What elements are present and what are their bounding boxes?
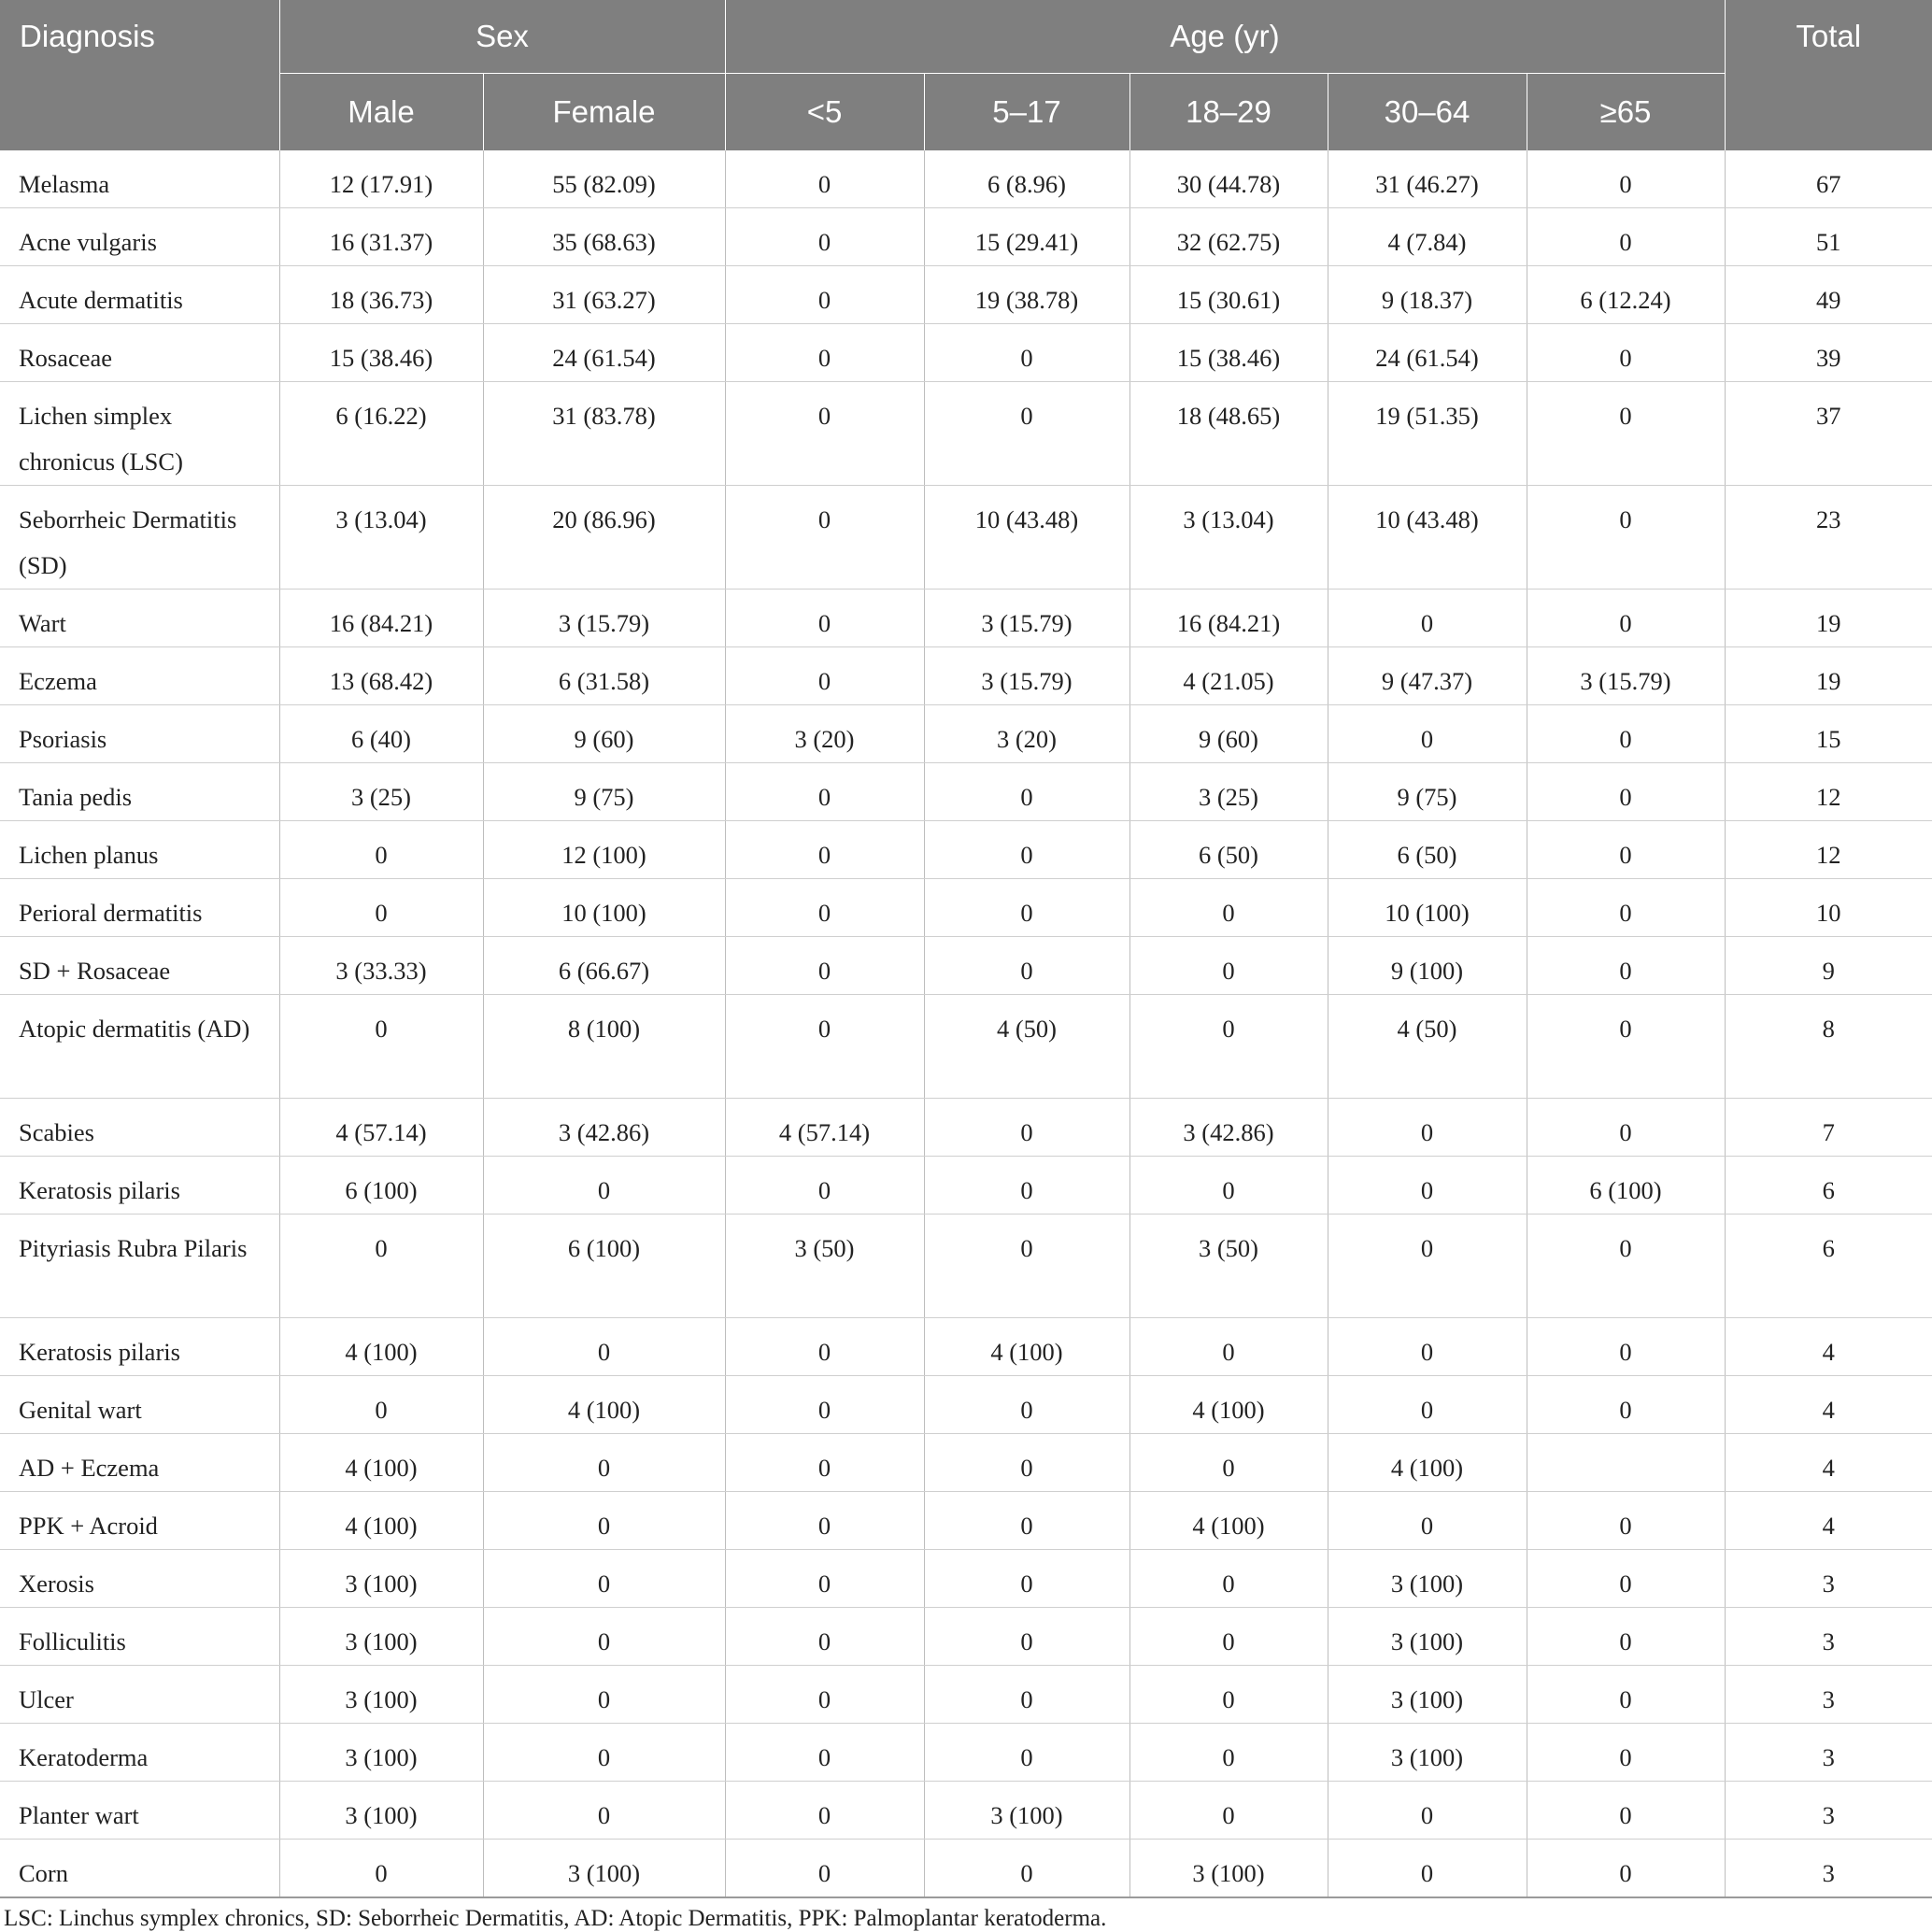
cell-age-lt5: 3 (50)	[725, 1215, 924, 1318]
cell-age-30-64: 0	[1328, 1492, 1527, 1550]
cell-age-ge65: 0	[1527, 995, 1725, 1099]
cell-age-ge65	[1527, 1434, 1725, 1492]
cell-age-5-17: 10 (43.48)	[924, 486, 1129, 590]
cell-age-5-17: 0	[924, 879, 1129, 937]
table-row	[0, 266, 1932, 324]
cell-male: 4 (100)	[279, 1434, 483, 1492]
table-row	[0, 1782, 1932, 1840]
cell-age-lt5: 0	[725, 1608, 924, 1666]
table-footnote: LSC: Linchus symplex chronics, SD: Seborrheic Dermatitis, AD: Atopic Dermatitis, PPK: Palmoplantar keratoderma.	[4, 1906, 1107, 1931]
cell-total: 19	[1725, 647, 1932, 705]
cell-female: 3 (100)	[483, 1840, 725, 1898]
cell-male: 16 (31.37)	[279, 208, 483, 266]
cell-total: 7	[1725, 1099, 1932, 1157]
cell-diagnosis: AD + Eczema	[0, 1434, 279, 1492]
cell-age-ge65: 0	[1527, 1215, 1725, 1318]
cell-total: 3	[1725, 1666, 1932, 1724]
cell-diagnosis: Keratosis pilaris	[0, 1157, 279, 1215]
cell-age-lt5: 0	[725, 590, 924, 647]
cell-age-lt5: 0	[725, 1318, 924, 1376]
cell-age-lt5: 0	[725, 995, 924, 1099]
table-row	[0, 1318, 1932, 1376]
cell-age-ge65: 0	[1527, 1550, 1725, 1608]
cell-total: 19	[1725, 590, 1932, 647]
cell-diagnosis: Keratoderma	[0, 1724, 279, 1782]
cell-age-5-17: 0	[924, 1550, 1129, 1608]
cell-age-5-17: 0	[924, 1840, 1129, 1898]
cell-age-18-29: 16 (84.21)	[1129, 590, 1328, 647]
cell-age-lt5: 0	[725, 150, 924, 208]
cell-female: 6 (66.67)	[483, 937, 725, 995]
cell-age-5-17: 0	[924, 1724, 1129, 1782]
cell-age-lt5: 4 (57.14)	[725, 1099, 924, 1157]
cell-total: 3	[1725, 1608, 1932, 1666]
table-row	[0, 647, 1932, 705]
cell-age-lt5: 0	[725, 1782, 924, 1840]
table-row	[0, 995, 1932, 1099]
cell-age-ge65: 0	[1527, 590, 1725, 647]
cell-age-30-64: 9 (18.37)	[1328, 266, 1527, 324]
cell-total: 12	[1725, 821, 1932, 879]
cell-total: 3	[1725, 1782, 1932, 1840]
cell-female: 6 (100)	[483, 1215, 725, 1318]
cell-male: 3 (100)	[279, 1666, 483, 1724]
cell-age-ge65: 0	[1527, 1608, 1725, 1666]
table-row	[0, 1724, 1932, 1782]
table-row	[0, 1215, 1932, 1318]
cell-total: 4	[1725, 1376, 1932, 1434]
cell-total: 4	[1725, 1492, 1932, 1550]
cell-age-30-64: 9 (75)	[1328, 763, 1527, 821]
cell-age-30-64: 4 (50)	[1328, 995, 1527, 1099]
table-row	[0, 150, 1932, 208]
cell-diagnosis: Genital wart	[0, 1376, 279, 1434]
cell-age-5-17: 0	[924, 382, 1129, 486]
cell-age-5-17: 19 (38.78)	[924, 266, 1129, 324]
cell-age-ge65: 0	[1527, 1376, 1725, 1434]
cell-age-ge65: 0	[1527, 1724, 1725, 1782]
cell-diagnosis: Ulcer	[0, 1666, 279, 1724]
cell-age-ge65: 3 (15.79)	[1527, 647, 1725, 705]
cell-age-5-17: 0	[924, 1099, 1129, 1157]
cell-age-ge65: 0	[1527, 821, 1725, 879]
table-row	[0, 1666, 1932, 1724]
cell-male: 4 (57.14)	[279, 1099, 483, 1157]
cell-age-ge65: 0	[1527, 486, 1725, 590]
cell-age-30-64: 24 (61.54)	[1328, 324, 1527, 382]
cell-diagnosis: Keratosis pilaris	[0, 1318, 279, 1376]
cell-male: 0	[279, 879, 483, 937]
cell-age-30-64: 9 (100)	[1328, 937, 1527, 995]
cell-female: 31 (83.78)	[483, 382, 725, 486]
cell-female: 31 (63.27)	[483, 266, 725, 324]
header-age-lt5: <5	[725, 74, 924, 151]
cell-age-5-17: 0	[924, 1434, 1129, 1492]
cell-age-30-64: 3 (100)	[1328, 1608, 1527, 1666]
cell-female: 3 (42.86)	[483, 1099, 725, 1157]
cell-age-5-17: 0	[924, 821, 1129, 879]
cell-age-18-29: 3 (42.86)	[1129, 1099, 1328, 1157]
table-row	[0, 821, 1932, 879]
header-sex: Sex	[279, 0, 725, 74]
header-age-30-64: 30–64	[1328, 74, 1527, 151]
cell-female: 3 (15.79)	[483, 590, 725, 647]
cell-female: 0	[483, 1724, 725, 1782]
cell-male: 3 (25)	[279, 763, 483, 821]
cell-total: 9	[1725, 937, 1932, 995]
cell-total: 12	[1725, 763, 1932, 821]
cell-age-lt5: 0	[725, 647, 924, 705]
cell-female: 0	[483, 1318, 725, 1376]
cell-male: 0	[279, 821, 483, 879]
cell-age-5-17: 0	[924, 324, 1129, 382]
cell-age-30-64: 3 (100)	[1328, 1550, 1527, 1608]
cell-age-18-29: 4 (100)	[1129, 1376, 1328, 1434]
cell-diagnosis: Acne vulgaris	[0, 208, 279, 266]
cell-female: 0	[483, 1434, 725, 1492]
cell-age-30-64: 6 (50)	[1328, 821, 1527, 879]
table-row	[0, 1157, 1932, 1215]
cell-female: 12 (100)	[483, 821, 725, 879]
cell-age-lt5: 0	[725, 821, 924, 879]
cell-age-30-64: 3 (100)	[1328, 1666, 1527, 1724]
cell-diagnosis: Psoriasis	[0, 705, 279, 763]
cell-diagnosis: Xerosis	[0, 1550, 279, 1608]
cell-age-18-29: 15 (38.46)	[1129, 324, 1328, 382]
cell-age-18-29: 0	[1129, 937, 1328, 995]
cell-male: 4 (100)	[279, 1318, 483, 1376]
table-row	[0, 879, 1932, 937]
cell-total: 3	[1725, 1840, 1932, 1898]
cell-total: 23	[1725, 486, 1932, 590]
cell-age-lt5: 0	[725, 486, 924, 590]
cell-female: 0	[483, 1492, 725, 1550]
table-row	[0, 937, 1932, 995]
cell-age-30-64: 0	[1328, 705, 1527, 763]
cell-age-5-17: 3 (100)	[924, 1782, 1129, 1840]
table-row	[0, 1434, 1932, 1492]
cell-female: 20 (86.96)	[483, 486, 725, 590]
cell-male: 18 (36.73)	[279, 266, 483, 324]
cell-age-5-17: 0	[924, 1157, 1129, 1215]
cell-age-18-29: 18 (48.65)	[1129, 382, 1328, 486]
header-female: Female	[483, 74, 725, 151]
cell-diagnosis: SD + Rosaceae	[0, 937, 279, 995]
cell-age-ge65: 6 (12.24)	[1527, 266, 1725, 324]
cell-diagnosis: PPK + Acroid	[0, 1492, 279, 1550]
cell-age-18-29: 3 (50)	[1129, 1215, 1328, 1318]
table-row	[0, 1608, 1932, 1666]
cell-male: 3 (13.04)	[279, 486, 483, 590]
cell-male: 0	[279, 995, 483, 1099]
cell-female: 55 (82.09)	[483, 150, 725, 208]
table-header	[0, 0, 1932, 150]
cell-age-5-17: 0	[924, 763, 1129, 821]
cell-age-5-17: 4 (50)	[924, 995, 1129, 1099]
cell-age-18-29: 0	[1129, 1318, 1328, 1376]
cell-diagnosis: Lichen planus	[0, 821, 279, 879]
cell-age-18-29: 9 (60)	[1129, 705, 1328, 763]
table-row	[0, 324, 1932, 382]
cell-female: 6 (31.58)	[483, 647, 725, 705]
cell-total: 10	[1725, 879, 1932, 937]
cell-female: 0	[483, 1550, 725, 1608]
cell-total: 49	[1725, 266, 1932, 324]
cell-age-30-64: 0	[1328, 1840, 1527, 1898]
cell-age-18-29: 0	[1129, 1434, 1328, 1492]
cell-age-lt5: 0	[725, 208, 924, 266]
cell-age-18-29: 0	[1129, 1608, 1328, 1666]
cell-male: 3 (33.33)	[279, 937, 483, 995]
header-age-18-29: 18–29	[1129, 74, 1328, 151]
cell-age-lt5: 0	[725, 1666, 924, 1724]
table-row	[0, 1550, 1932, 1608]
cell-male: 0	[279, 1840, 483, 1898]
cell-age-18-29: 0	[1129, 1157, 1328, 1215]
cell-age-lt5: 0	[725, 937, 924, 995]
table-row	[0, 1099, 1932, 1157]
table-row	[0, 1840, 1932, 1898]
cell-age-30-64: 10 (43.48)	[1328, 486, 1527, 590]
cell-age-18-29: 0	[1129, 1550, 1328, 1608]
cell-age-lt5: 0	[725, 1492, 924, 1550]
cell-diagnosis: Corn	[0, 1840, 279, 1898]
cell-age-30-64: 3 (100)	[1328, 1724, 1527, 1782]
cell-age-ge65: 0	[1527, 1666, 1725, 1724]
header-age: Age (yr)	[725, 0, 1725, 74]
cell-age-18-29: 6 (50)	[1129, 821, 1328, 879]
cell-age-ge65: 0	[1527, 763, 1725, 821]
cell-male: 15 (38.46)	[279, 324, 483, 382]
cell-male: 6 (40)	[279, 705, 483, 763]
table-row	[0, 705, 1932, 763]
cell-age-30-64: 0	[1328, 1376, 1527, 1434]
cell-diagnosis: Folliculitis	[0, 1608, 279, 1666]
header-diagnosis: Diagnosis	[0, 0, 279, 150]
cell-age-5-17: 3 (15.79)	[924, 590, 1129, 647]
cell-age-ge65: 6 (100)	[1527, 1157, 1725, 1215]
cell-age-30-64: 9 (47.37)	[1328, 647, 1527, 705]
cell-female: 8 (100)	[483, 995, 725, 1099]
cell-age-ge65: 0	[1527, 705, 1725, 763]
cell-age-lt5: 0	[725, 763, 924, 821]
cell-age-lt5: 0	[725, 1157, 924, 1215]
cell-age-ge65: 0	[1527, 937, 1725, 995]
cell-age-ge65: 0	[1527, 150, 1725, 208]
cell-male: 16 (84.21)	[279, 590, 483, 647]
cell-female: 0	[483, 1666, 725, 1724]
cell-age-18-29: 4 (100)	[1129, 1492, 1328, 1550]
cell-diagnosis: Planter wart	[0, 1782, 279, 1840]
cell-total: 6	[1725, 1157, 1932, 1215]
cell-male: 6 (100)	[279, 1157, 483, 1215]
cell-age-30-64: 0	[1328, 1318, 1527, 1376]
cell-age-18-29: 0	[1129, 995, 1328, 1099]
cell-age-18-29: 3 (100)	[1129, 1840, 1328, 1898]
cell-total: 15	[1725, 705, 1932, 763]
cell-age-ge65: 0	[1527, 324, 1725, 382]
cell-age-lt5: 0	[725, 1376, 924, 1434]
cell-age-lt5: 0	[725, 1724, 924, 1782]
table-row	[0, 1376, 1932, 1434]
cell-age-18-29: 3 (25)	[1129, 763, 1328, 821]
table-row	[0, 1492, 1932, 1550]
cell-male: 3 (100)	[279, 1724, 483, 1782]
table-body	[0, 150, 1932, 1897]
cell-diagnosis: Eczema	[0, 647, 279, 705]
cell-total: 6	[1725, 1215, 1932, 1318]
cell-age-18-29: 0	[1129, 1782, 1328, 1840]
cell-age-lt5: 0	[725, 266, 924, 324]
cell-total: 3	[1725, 1550, 1932, 1608]
cell-age-5-17: 0	[924, 1608, 1129, 1666]
cell-total: 37	[1725, 382, 1932, 486]
cell-female: 9 (60)	[483, 705, 725, 763]
header-total: Total	[1725, 0, 1932, 150]
cell-diagnosis: Pityriasis Rubra Pilaris	[0, 1215, 279, 1318]
cell-male: 0	[279, 1215, 483, 1318]
cell-age-lt5: 0	[725, 1840, 924, 1898]
cell-age-ge65: 0	[1527, 1099, 1725, 1157]
cell-age-5-17: 15 (29.41)	[924, 208, 1129, 266]
cell-male: 13 (68.42)	[279, 647, 483, 705]
cell-total: 3	[1725, 1724, 1932, 1782]
cell-male: 3 (100)	[279, 1782, 483, 1840]
cell-age-lt5: 3 (20)	[725, 705, 924, 763]
cell-diagnosis: Perioral dermatitis	[0, 879, 279, 937]
cell-age-ge65: 0	[1527, 879, 1725, 937]
cell-age-30-64: 0	[1328, 590, 1527, 647]
cell-diagnosis: Melasma	[0, 150, 279, 208]
table-row	[0, 382, 1932, 486]
cell-age-30-64: 0	[1328, 1782, 1527, 1840]
cell-age-30-64: 0	[1328, 1215, 1527, 1318]
cell-age-30-64: 0	[1328, 1099, 1527, 1157]
cell-age-ge65: 0	[1527, 208, 1725, 266]
cell-diagnosis: Wart	[0, 590, 279, 647]
cell-age-5-17: 0	[924, 1666, 1129, 1724]
header-male: Male	[279, 74, 483, 151]
cell-age-30-64: 10 (100)	[1328, 879, 1527, 937]
cell-female: 0	[483, 1157, 725, 1215]
cell-diagnosis: Atopic dermatitis (AD)	[0, 995, 279, 1099]
cell-age-30-64: 31 (46.27)	[1328, 150, 1527, 208]
cell-total: 4	[1725, 1318, 1932, 1376]
cell-age-5-17: 0	[924, 937, 1129, 995]
cell-diagnosis: Lichen simplex chronicus (LSC)	[0, 382, 279, 486]
cell-age-lt5: 0	[725, 382, 924, 486]
cell-age-18-29: 32 (62.75)	[1129, 208, 1328, 266]
table-row	[0, 590, 1932, 647]
cell-age-ge65: 0	[1527, 382, 1725, 486]
cell-age-5-17: 3 (15.79)	[924, 647, 1129, 705]
cell-diagnosis: Tania pedis	[0, 763, 279, 821]
cell-total: 51	[1725, 208, 1932, 266]
cell-total: 67	[1725, 150, 1932, 208]
cell-female: 4 (100)	[483, 1376, 725, 1434]
cell-age-30-64: 19 (51.35)	[1328, 382, 1527, 486]
cell-female: 0	[483, 1608, 725, 1666]
cell-total: 4	[1725, 1434, 1932, 1492]
cell-diagnosis: Acute dermatitis	[0, 266, 279, 324]
cell-male: 4 (100)	[279, 1492, 483, 1550]
cell-age-5-17: 6 (8.96)	[924, 150, 1129, 208]
cell-female: 24 (61.54)	[483, 324, 725, 382]
table-row	[0, 763, 1932, 821]
table-row	[0, 208, 1932, 266]
cell-female: 0	[483, 1782, 725, 1840]
cell-age-30-64: 4 (100)	[1328, 1434, 1527, 1492]
cell-age-lt5: 0	[725, 324, 924, 382]
cell-female: 9 (75)	[483, 763, 725, 821]
cell-male: 6 (16.22)	[279, 382, 483, 486]
cell-total: 8	[1725, 995, 1932, 1099]
cell-age-ge65: 0	[1527, 1782, 1725, 1840]
cell-age-30-64: 4 (7.84)	[1328, 208, 1527, 266]
cell-diagnosis: Seborrheic Dermatitis (SD)	[0, 486, 279, 590]
cell-diagnosis: Rosaceae	[0, 324, 279, 382]
cell-age-18-29: 30 (44.78)	[1129, 150, 1328, 208]
cell-female: 10 (100)	[483, 879, 725, 937]
cell-female: 35 (68.63)	[483, 208, 725, 266]
cell-age-18-29: 0	[1129, 1666, 1328, 1724]
cell-age-5-17: 0	[924, 1215, 1129, 1318]
cell-male: 3 (100)	[279, 1550, 483, 1608]
cell-age-5-17: 4 (100)	[924, 1318, 1129, 1376]
cell-age-18-29: 0	[1129, 1724, 1328, 1782]
cell-diagnosis: Scabies	[0, 1099, 279, 1157]
cell-male: 3 (100)	[279, 1608, 483, 1666]
cell-age-lt5: 0	[725, 1434, 924, 1492]
cell-age-5-17: 3 (20)	[924, 705, 1129, 763]
cell-age-lt5: 0	[725, 1550, 924, 1608]
cell-male: 12 (17.91)	[279, 150, 483, 208]
header-age-5-17: 5–17	[924, 74, 1129, 151]
header-age-ge65: ≥65	[1527, 74, 1725, 151]
cell-age-18-29: 15 (30.61)	[1129, 266, 1328, 324]
cell-age-ge65: 0	[1527, 1840, 1725, 1898]
cell-age-ge65: 0	[1527, 1492, 1725, 1550]
cell-total: 39	[1725, 324, 1932, 382]
cell-age-5-17: 0	[924, 1376, 1129, 1434]
cell-male: 0	[279, 1376, 483, 1434]
table-row	[0, 486, 1932, 590]
cell-age-30-64: 0	[1328, 1157, 1527, 1215]
cell-age-5-17: 0	[924, 1492, 1129, 1550]
cell-age-18-29: 3 (13.04)	[1129, 486, 1328, 590]
cell-age-18-29: 4 (21.05)	[1129, 647, 1328, 705]
cell-age-lt5: 0	[725, 879, 924, 937]
cell-age-ge65: 0	[1527, 1318, 1725, 1376]
cell-age-18-29: 0	[1129, 879, 1328, 937]
